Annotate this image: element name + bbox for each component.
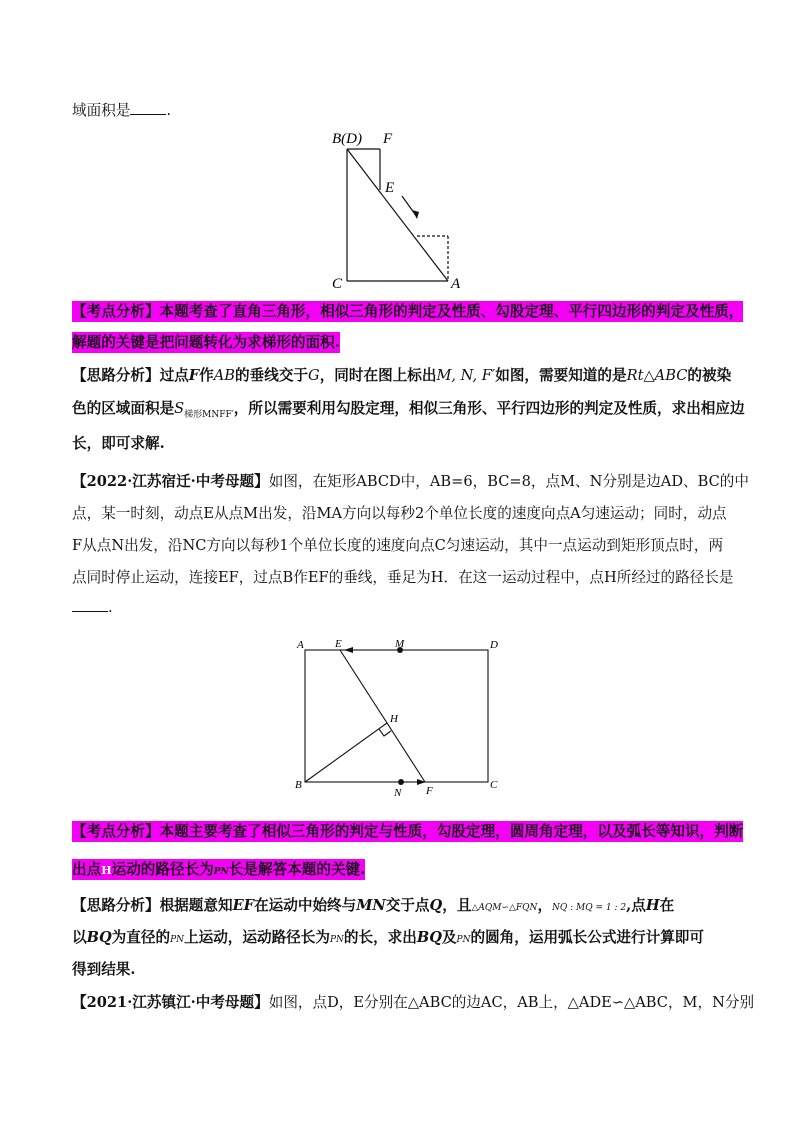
label-B: B(D) [332,131,362,147]
analysis2-line2 [72,860,365,882]
problem2-line1 [72,472,749,492]
label-M: M [395,638,405,650]
label-C: C [490,779,498,791]
problem-tag: 【2021·江苏镇江·中考母题】 [72,994,269,1011]
var-ratio: NQ : MQ = 1 : 2 [552,903,627,913]
label-E: E [335,638,342,650]
text: 过点 [159,367,189,384]
answer-blank [72,599,108,612]
problem3-line1 [72,993,754,1013]
figure-triangle [320,126,470,291]
var-G: G [308,367,320,384]
period: . [108,599,113,616]
arrow-head-E [344,647,353,653]
thinking1-line3 [72,434,165,454]
text: 的长，求出 [343,929,417,946]
analysis-text-2: 解题的关键是把问题转化为求梯形的面积. [72,334,340,351]
text: 点同时停止运动，连接EF，过点B作EF的垂线，垂足为H．在这一运动过程中，点H所经过的路径长是 [72,569,734,586]
text: 出点 [72,861,102,878]
var-F: F [188,367,200,384]
label-A: A [297,639,304,651]
problem2-line5 [72,598,113,618]
text: 的圆角，运用弧长公式进行计算即可 [470,929,704,946]
var-H: H [645,897,660,914]
prev-question-tail [72,101,171,121]
arrow-head [412,210,419,219]
var-EF: EF [232,897,255,914]
text: 如图，需要知道的是 [495,367,627,384]
analysis-text: 本题主要考查了相似三角形的判定与性质，勾股定理，圆周角定理，以及弧长等知识，判断 [159,823,744,840]
analysis-text: 本题考查了直角三角形，相似三角形的判定及性质、勾股定理、平行四边形的判定及性质， [159,303,744,320]
label-E: E [385,180,395,196]
text: 的垂线交于 [235,367,309,384]
label-A: A [451,276,461,291]
var-AB: AB [213,367,236,384]
text: 点，某一时刻，动点E从点M出发，沿MA方向以每秒2个单位长度的速度向点A匀速运动；同时，动点 [72,505,727,522]
figure-rectangle [290,636,510,804]
answer-blank [130,102,166,115]
text: 色的区域面积是 [72,400,175,417]
label-F: F [383,131,393,147]
text: 根据题意知 [159,897,233,914]
thinking1-line2 [72,399,745,425]
text: ，同时在图上标出 [319,367,437,384]
label-H: H [390,713,398,725]
var-arc: PN [456,935,471,945]
var-arc: PN [329,935,344,945]
text: 及 [441,929,457,946]
label-B: B [295,779,302,791]
problem2-line4 [72,568,734,588]
text: 运动的路径长为 [111,861,214,878]
thinking2-line1 [72,896,674,918]
problem2-line3 [72,536,723,556]
point-N [398,779,404,785]
text: 的被染 [687,367,732,384]
text: ， [537,897,553,914]
analysis-tag: 【考点分析】 [72,823,160,840]
text: 交于点 [385,897,430,914]
var-arc-PN: PN [213,867,229,877]
var-RtABC: Rt△ABC [626,367,688,384]
text: 长，即可求解. [72,435,165,452]
analysis1-line2 [72,333,340,353]
problem2-line2 [72,504,727,524]
text: 长是解答本题的关键. [228,861,366,878]
text: ，所以需要利用勾股定理，相似三角形、平行四边形的判定及性质，求出相应边 [233,400,745,417]
label-C: C [332,276,343,291]
var-H: H [101,864,112,877]
thinking2-line3 [72,960,135,980]
var-MNF: M, N, F′ [436,367,496,384]
label-F: F [426,785,433,797]
segment-EF [340,650,425,782]
text: 作 [199,367,214,384]
var-S: S [174,400,185,417]
var-MN: MN [356,897,386,914]
text: ,点 [626,897,646,914]
var-Q: Q [429,897,443,914]
text: 在 [659,897,675,914]
text: 以 [72,929,87,946]
text: 如图，在矩形ABCD中，AB=6，BC=8，点M、N分别是边AD、BC的中 [268,473,749,490]
var-sim: △AQM∽△FQN [471,903,538,913]
thinking2-line2 [72,928,704,950]
text: 如图，点D，E分别在△ABC的边AC，AB上，△ADE∽△ABC，M，N分别 [268,994,755,1011]
var-BQ: BQ [86,929,112,946]
analysis2-line1 [72,822,743,842]
label-N: N [394,787,402,799]
prev-question-text: 域面积是 [72,102,131,119]
text: 在运动中始终与 [254,897,357,914]
problem-tag: 【2022·江苏宿迁·中考母题】 [72,473,269,490]
thinking-tag: 【思路分析】 [72,367,160,384]
text: ，且 [442,897,472,914]
text: F从点N出发，沿NC方向以每秒1个单位长度的速度向点C匀速运动，其中一点运动到矩形顶点时，两 [72,537,724,554]
var-S-sub: 梯形MNFF′ [184,409,234,420]
text: 为直径的 [111,929,171,946]
right-angle-mark [379,729,391,736]
text: 得到结果. [72,961,136,978]
analysis-tag: 【考点分析】 [72,303,160,320]
var-BQ: BQ [416,929,442,946]
var-arc: PN [170,935,184,945]
period: . [166,102,172,119]
label-D: D [490,639,498,651]
analysis1-line1 [72,302,743,322]
thinking-tag: 【思路分析】 [72,897,160,914]
edge-BA [347,149,448,281]
text: 上运动，运动路径长为 [184,929,330,946]
thinking1-line1 [72,366,731,386]
arrow-head-F [417,779,426,785]
segment-BH [305,723,387,782]
